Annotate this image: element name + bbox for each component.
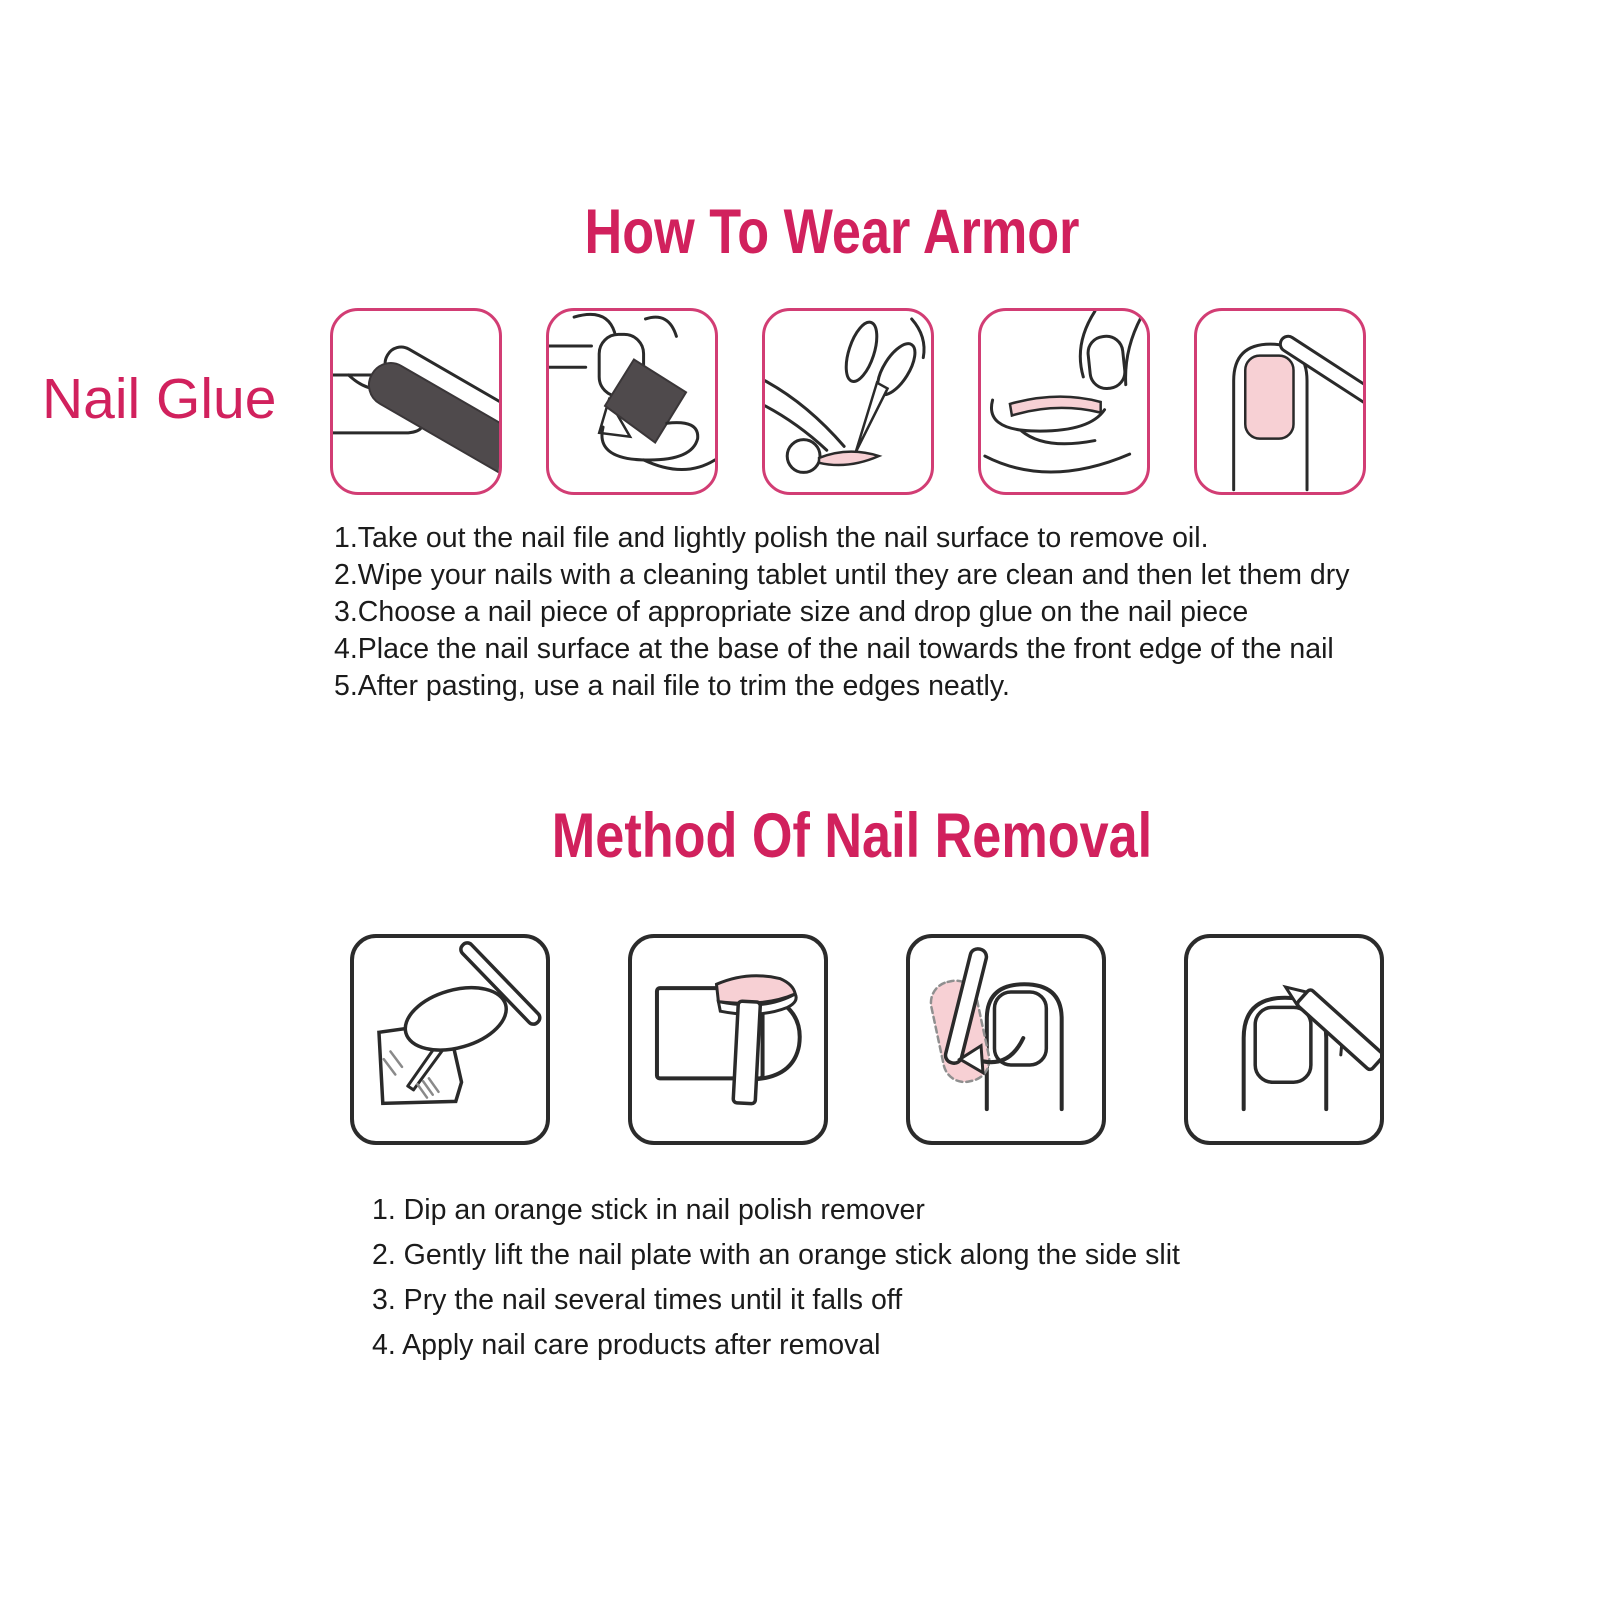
wear-step-1-box (330, 308, 502, 495)
removal-step-3-box (906, 934, 1106, 1145)
removal-section-title: Method Of Nail Removal (551, 801, 1153, 872)
pry-nail-off-icon (910, 938, 1102, 1141)
removal-steps-list (372, 1188, 1180, 1368)
drop-glue-icon (765, 311, 931, 492)
lift-nail-plate-icon (632, 938, 824, 1141)
wear-illustration-row (330, 308, 1366, 495)
wear-step-4-text: 4.Place the nail surface at the base of the nail towards the front edge of the nail (334, 633, 1334, 665)
removal-illustration-row (350, 934, 1384, 1145)
wear-section-title: How To Wear Armor (584, 197, 1080, 268)
removal-step-4-text: 4. Apply nail care products after removal (372, 1329, 881, 1361)
nail-file-polish-icon (333, 311, 499, 492)
nail-glue-label: Nail Glue (42, 367, 277, 431)
removal-step-2-text: 2. Gently lift the nail plate with an orange stick along the side slit (372, 1239, 1180, 1271)
removal-step-1-box (350, 934, 550, 1145)
wear-step-3-box (762, 308, 934, 495)
removal-step-1-text: 1. Dip an orange stick in nail polish remover (372, 1194, 925, 1226)
apply-care-product-icon (1188, 938, 1380, 1141)
dip-orange-stick-icon (354, 938, 546, 1141)
removal-step-3-text: 3. Pry the nail several times until it falls off (372, 1284, 903, 1316)
wear-step-2-box (546, 308, 718, 495)
wear-steps-list (334, 520, 1350, 705)
removal-step-4-box (1184, 934, 1384, 1145)
removal-step-2-box (628, 934, 828, 1145)
cleaning-tablet-wipe-icon (549, 311, 715, 492)
wear-step-3-text: 3.Choose a nail piece of appropriate size and drop glue on the nail piece (334, 596, 1249, 628)
wear-step-2-text: 2.Wipe your nails with a cleaning tablet until they are clean and then let them dry (334, 559, 1350, 591)
wear-step-5-box (1194, 308, 1366, 495)
wear-step-1-text: 1.Take out the nail file and lightly polish the nail surface to remove oil. (334, 522, 1209, 554)
place-nail-piece-icon (981, 311, 1147, 492)
trim-edges-file-icon (1197, 311, 1363, 492)
wear-step-4-box (978, 308, 1150, 495)
wear-step-5-text: 5.After pasting, use a nail file to trim the edges neatly. (334, 670, 1010, 702)
